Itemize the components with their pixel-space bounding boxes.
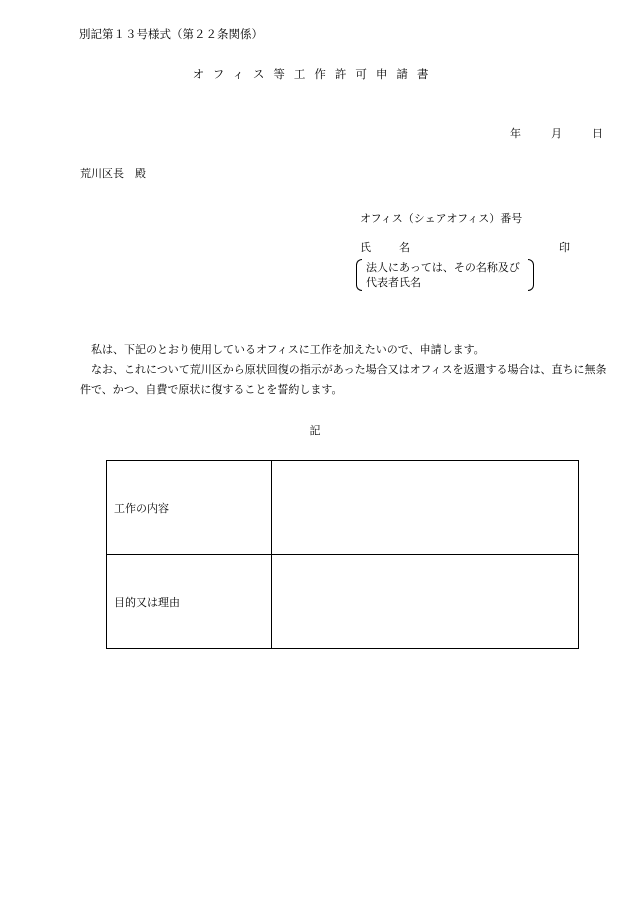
row-label-work-content: 工作の内容: [107, 461, 272, 555]
row-label-purpose: 目的又は理由: [107, 555, 272, 649]
date-year: 年: [510, 127, 521, 140]
corporate-note-line1: 法人にあっては、その名称及び: [366, 261, 520, 274]
applicant-name-row: [360, 241, 570, 255]
name-char-1: 氏: [360, 241, 371, 254]
date-day: 日: [592, 127, 603, 140]
bracket-right: [528, 259, 534, 291]
date-line: [510, 127, 603, 141]
name-char-2: 名: [399, 241, 410, 254]
form-number: 別記第１３号様式（第２２条関係）: [79, 27, 263, 41]
ki-heading: 記: [309, 424, 321, 437]
body-text: [80, 340, 608, 400]
table-row: [107, 555, 579, 649]
office-number-label: オフィス（シェアオフィス）番号: [360, 212, 523, 225]
body-paragraph-2: なお、これについて荒川区から原状回復の指示があった場合又はオフィスを返還する場合は、直ちに無条件で、かつ、自費で原状に復することを誓約します。: [80, 363, 607, 396]
seal-label: 印: [559, 241, 570, 254]
corporate-note: [356, 259, 534, 291]
addressee: 荒川区長 殿: [80, 167, 146, 180]
corporate-note-line2: 代表者氏名: [366, 276, 421, 289]
application-table: [106, 460, 579, 649]
table-row: [107, 461, 579, 555]
applicant-name-label: [360, 241, 410, 254]
date-month: 月: [551, 127, 562, 140]
document-title: オフィス等工作許可申請書: [192, 67, 438, 81]
bracket-left: [356, 259, 362, 291]
row-value-purpose[interactable]: [272, 555, 579, 649]
row-value-work-content[interactable]: [272, 461, 579, 555]
body-paragraph-1: 私は、下記のとおり使用しているオフィスに工作を加えたいので、申請します。: [91, 343, 485, 356]
corporate-note-text: [366, 260, 520, 290]
